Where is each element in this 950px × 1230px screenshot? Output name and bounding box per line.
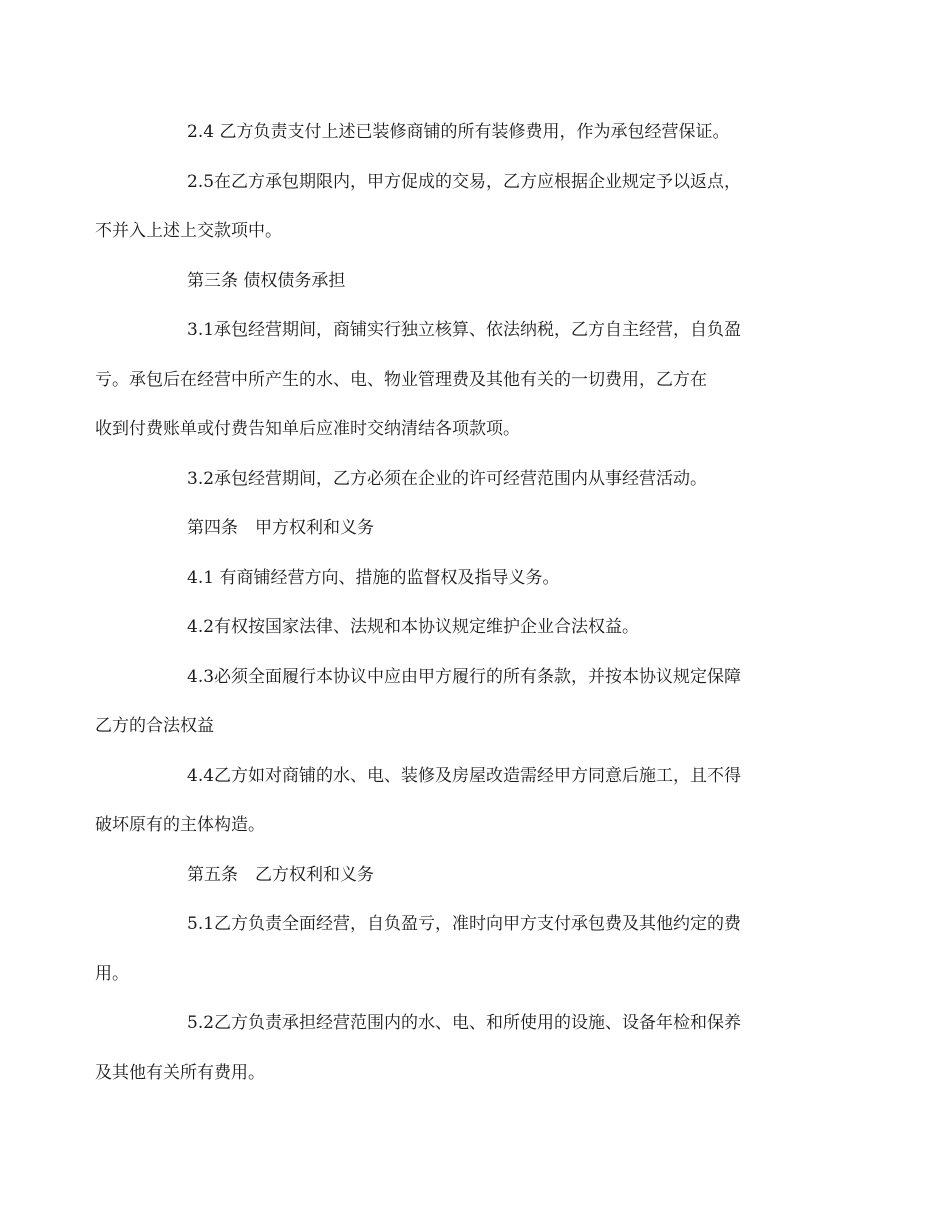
text-line: 亏。承包后在经营中所产生的水、电、物业管理费及其他有关的一切费用，乙方在: [95, 369, 707, 390]
clause-4-1: [141, 554, 821, 604]
clause-5-2: [95, 999, 821, 1098]
section-heading: 第三条 债权债务承担: [187, 270, 346, 291]
document-body: [95, 108, 821, 1098]
text-line: 2.5在乙方承包期限内，甲方促成的交易，乙方应根据企业规定予以返点，: [187, 171, 742, 192]
text-line: 3.2承包经营期间，乙方必须在企业的许可经营范围内从事经营活动。: [187, 468, 708, 489]
clause-4-2: [141, 603, 821, 653]
text-line: 收到付费账单或付费告知单后应准时交纳清结各项款项。: [95, 419, 520, 439]
text-line: 3.1承包经营期间，商铺实行独立核算、依法纳税，乙方自主经营，自负盈: [187, 320, 742, 340]
clause-3-2: [141, 455, 821, 505]
section-heading: 第五条 乙方权利和义务: [187, 864, 374, 885]
clause-3-1: [95, 306, 821, 455]
text-line: 用。: [95, 963, 129, 984]
text-line: 5.1乙方负责全面经营，自负盈亏，准时向甲方支付承包费及其他约定的费: [187, 914, 742, 934]
clause-4-4: [95, 752, 821, 851]
text-line: 5.2乙方负责承担经营范围内的水、电、和所使用的设施、设备年检和保养: [187, 1013, 742, 1033]
clause-4-3: [95, 653, 821, 752]
text-line: 4.3必须全面履行本协议中应由甲方履行的所有条款，并按本协议规定保障: [187, 666, 742, 687]
article-5-heading: [141, 851, 821, 901]
text-line: 4.2有权按国家法律、法规和本协议规定维护企业合法权益。: [187, 617, 640, 637]
text-line: 破坏原有的主体构造。: [95, 815, 265, 835]
clause-2-4: [141, 108, 821, 158]
section-heading: 第四条 甲方权利和义务: [187, 518, 374, 538]
clause-5-1: [95, 900, 821, 999]
text-line: 及其他有关所有费用。: [95, 1062, 265, 1083]
article-4-heading: [141, 504, 821, 554]
text-line: 不并入上述上交款项中。: [95, 221, 282, 241]
text-line: 乙方的合法权益: [95, 716, 214, 736]
text-line: 2.4 乙方负责支付上述已装修商铺的所有装修费用，作为承包经营保证。: [187, 122, 730, 142]
clause-2-5: [95, 158, 821, 257]
text-line: 4.1 有商铺经营方向、措施的监督权及指导义务。: [187, 567, 560, 588]
text-line: 4.4乙方如对商铺的水、电、装修及房屋改造需经甲方同意后施工，且不得: [187, 765, 742, 786]
article-3-heading: [141, 257, 821, 307]
